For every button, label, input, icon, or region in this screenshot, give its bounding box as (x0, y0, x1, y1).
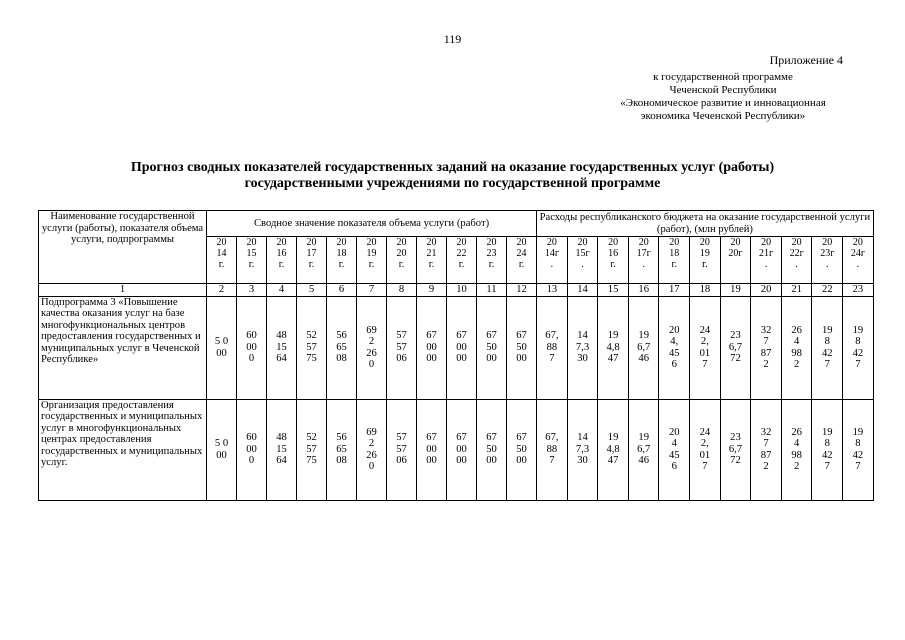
value-cell: 67 00 00 (417, 296, 447, 399)
forecast-table (38, 210, 874, 501)
budget-year-header: 20 16 г. (598, 237, 629, 284)
column-index: 9 (417, 284, 447, 297)
value-cell: 57 57 06 (387, 399, 417, 500)
volume-group-header: Сводное значение показателя объема услуги (работ) (207, 211, 537, 237)
value-cell: 19 4,8 47 (598, 296, 629, 399)
budget-year-header: 20 22г . (781, 237, 812, 284)
volume-year-header: 20 23 г. (477, 237, 507, 284)
value-cell: 23 6,7 72 (720, 296, 751, 399)
column-index: 4 (267, 284, 297, 297)
budget-year-header: 20 14г . (537, 237, 568, 284)
volume-year-header: 20 19 г. (357, 237, 387, 284)
budget-year-header: 20 24г . (843, 237, 874, 284)
value-cell: 67 50 00 (477, 399, 507, 500)
value-cell: 19 8 42 7 (843, 296, 874, 399)
value-cell: 69 2 26 0 (357, 296, 387, 399)
column-index: 17 (659, 284, 690, 297)
value-cell: 57 57 06 (387, 296, 417, 399)
volume-year-header: 20 20 г. (387, 237, 417, 284)
value-cell: 32 7 87 2 (751, 296, 782, 399)
value-cell: 48 15 64 (267, 399, 297, 500)
volume-year-header: 20 17 г. (297, 237, 327, 284)
budget-year-header: 20 19 г. (690, 237, 721, 284)
column-index: 2 (207, 284, 237, 297)
column-index: 11 (477, 284, 507, 297)
budget-year-header: 20 20г (720, 237, 751, 284)
value-cell: 67 50 00 (507, 296, 537, 399)
value-cell: 14 7,3 30 (567, 296, 598, 399)
column-index: 10 (447, 284, 477, 297)
service-name-header: Наименование государственной услуги (работы), показателя объема услуги, подпрограммы (39, 211, 207, 284)
budget-year-header: 20 15г . (567, 237, 598, 284)
value-cell: 56 65 08 (327, 399, 357, 500)
value-cell: 20 4 45 6 (659, 399, 690, 500)
volume-year-header: 20 16 г. (267, 237, 297, 284)
value-cell: 19 8 42 7 (812, 399, 843, 500)
value-cell: 67 00 00 (447, 399, 477, 500)
budget-year-header: 20 18 г. (659, 237, 690, 284)
value-cell: 5 0 00 (207, 296, 237, 399)
value-cell: 69 2 26 0 (357, 399, 387, 500)
document-heading (60, 160, 845, 192)
value-cell: 19 8 42 7 (812, 296, 843, 399)
appendix-line: Чеченской Республики (669, 84, 777, 96)
value-cell: 67 00 00 (417, 399, 447, 500)
value-cell: 24 2, 01 7 (690, 399, 721, 500)
column-index: 3 (237, 284, 267, 297)
page-number: 119 (443, 32, 462, 46)
row-name: Подпрограмма 3 «Повышение качества оказания услуг на базе многофункциональных центров предоставления государственных и муниципальных услуг в Чеченской Республике» (39, 296, 207, 399)
value-cell: 67 00 00 (447, 296, 477, 399)
volume-year-header: 20 22 г. (447, 237, 477, 284)
value-cell: 23 6,7 72 (720, 399, 751, 500)
value-cell: 52 57 75 (297, 296, 327, 399)
column-index: 5 (297, 284, 327, 297)
column-index: 12 (507, 284, 537, 297)
value-cell: 19 6,7 46 (628, 296, 659, 399)
volume-year-header: 20 18 г. (327, 237, 357, 284)
heading-line-2: государственными учреждениями по государственной программе (244, 176, 661, 191)
appendix-title: Приложение 4 (769, 53, 843, 67)
value-cell: 19 8 42 7 (843, 399, 874, 500)
column-index: 14 (567, 284, 598, 297)
appendix-line: «Экономическое развитие и инновационная (620, 97, 826, 109)
value-cell: 52 57 75 (297, 399, 327, 500)
value-cell: 26 4 98 2 (781, 296, 812, 399)
value-cell: 56 65 08 (327, 296, 357, 399)
value-cell: 19 4,8 47 (598, 399, 629, 500)
appendix-line: к государственной программе (653, 71, 793, 83)
value-cell: 60 00 0 (237, 296, 267, 399)
heading-line-1: Прогноз сводных показателей государственных заданий на оказание государственных услуг (работы) (130, 160, 775, 175)
table-row (39, 399, 874, 500)
value-cell: 26 4 98 2 (781, 399, 812, 500)
value-cell: 60 00 0 (237, 399, 267, 500)
row-name: Организация предоставления государственных и муниципальных услуг в многофункциональных центрах предоставления государственных и муниципальных услуг. (39, 399, 207, 500)
column-index: 21 (781, 284, 812, 297)
value-cell: 67, 88 7 (537, 399, 568, 500)
column-index: 23 (843, 284, 874, 297)
budget-group-header: Расходы республиканского бюджета на оказание государственной услуги (работ), (млн рублей) (537, 211, 874, 237)
budget-year-header: 20 21г . (751, 237, 782, 284)
column-index: 6 (327, 284, 357, 297)
value-cell: 24 2, 01 7 (690, 296, 721, 399)
value-cell: 67 50 00 (477, 296, 507, 399)
column-index: 7 (357, 284, 387, 297)
column-index: 16 (628, 284, 659, 297)
value-cell: 14 7,3 30 (567, 399, 598, 500)
column-index: 20 (751, 284, 782, 297)
column-index: 1 (39, 284, 207, 297)
appendix-reference (603, 71, 843, 123)
value-cell: 67 50 00 (507, 399, 537, 500)
value-cell: 67, 88 7 (537, 296, 568, 399)
value-cell: 48 15 64 (267, 296, 297, 399)
column-index: 13 (537, 284, 568, 297)
budget-year-header: 20 17г . (628, 237, 659, 284)
column-index: 19 (720, 284, 751, 297)
column-index: 8 (387, 284, 417, 297)
volume-year-header: 20 15 г. (237, 237, 267, 284)
budget-year-header: 20 23г . (812, 237, 843, 284)
volume-year-header: 20 24 г. (507, 237, 537, 284)
table-row (39, 296, 874, 399)
volume-year-header: 20 14 г. (207, 237, 237, 284)
column-index: 22 (812, 284, 843, 297)
volume-year-header: 20 21 г. (417, 237, 447, 284)
appendix-line: экономика Чеченской Республики» (640, 110, 806, 122)
value-cell: 20 4, 45 6 (659, 296, 690, 399)
value-cell: 19 6,7 46 (628, 399, 659, 500)
column-index: 18 (690, 284, 721, 297)
value-cell: 5 0 00 (207, 399, 237, 500)
value-cell: 32 7 87 2 (751, 399, 782, 500)
column-index: 15 (598, 284, 629, 297)
